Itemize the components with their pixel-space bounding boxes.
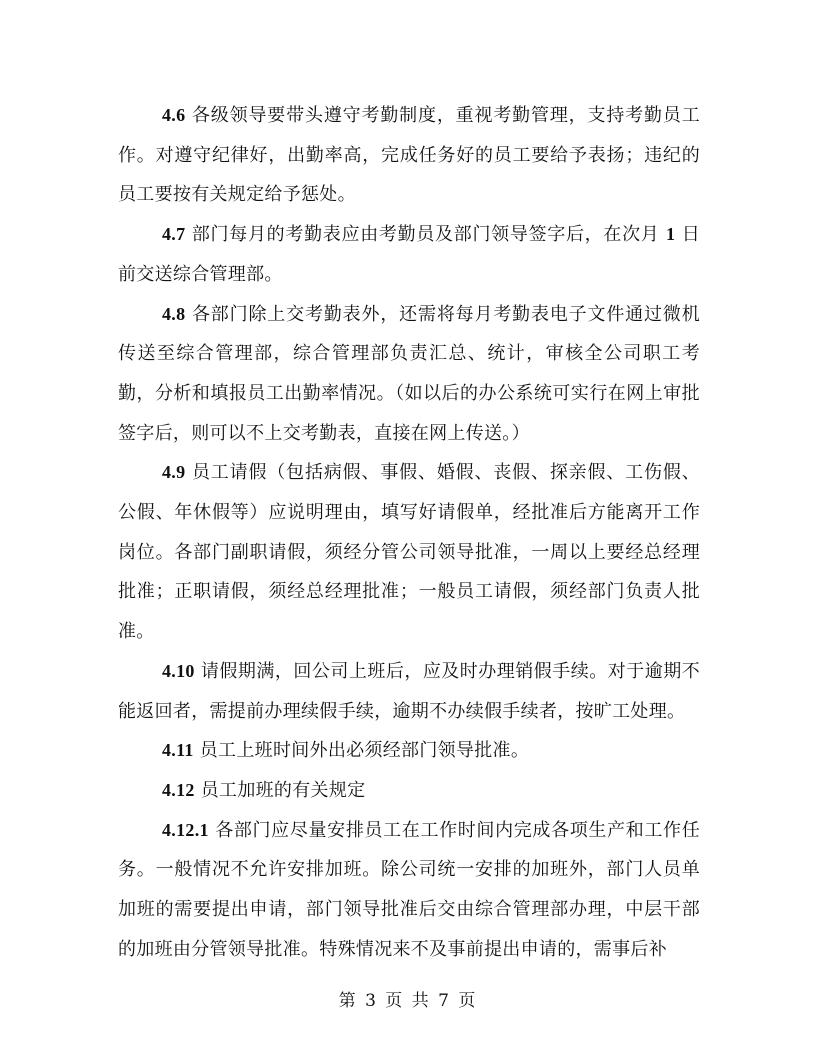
clause-text: 各部门除上交考勤表外，还需将每月考勤表电子文件通过微机传送至综合管理部，综合管理部负责汇总、统计，审核全公司职工考勤，分析和填报员工出勤率情况。（如以后的办公系统可实行在网上审批签字后，则可以不上交考勤表，直接在网上传送。） <box>118 303 700 444</box>
clause-number: 4.9 <box>162 462 186 483</box>
paragraph-4-8 <box>118 295 700 454</box>
clause-text: 员工上班时间外出必须经部门领导批准。 <box>193 740 530 762</box>
clause-text: 员工请假（包括病假、事假、婚假、丧假、探亲假、工伤假、公假、年休假等）应说明理由，填写好请假单，经批准后方能离开工作岗位。各部门副职请假，须经分管公司领导批准，一周以上要经总经理批准；正职请假，须经总经理批准；一般员工请假，须经部门负责人批准。 <box>118 462 700 643</box>
page-footer: 第 3 页 共 7 页 <box>338 991 478 1011</box>
paragraph-4-11 <box>118 731 700 771</box>
clause-text: 各级领导要带头遵守考勤制度，重视考勤管理，支持考勤员工作。对遵守纪律好，出勤率高，完成任务好的员工要给予表扬；违纪的员工要按有关规定给予惩处。 <box>118 105 700 206</box>
paragraph-4-6 <box>118 96 700 215</box>
paragraph-4-10 <box>118 652 700 731</box>
clause-text: 各部门应尽量安排员工在工作时间内完成各项生产和工作任务。一般情况不允许安排加班。除公司统一安排的加班外，部门人员单加班的需要提出申请，部门领导批准后交由综合管理部办理，中层干部的加班由分管领导批准。特殊情况来不及事前提出申请的，需事后补 <box>118 819 700 960</box>
clause-number: 4.8 <box>162 303 186 324</box>
clause-number: 4.12.1 <box>162 819 209 840</box>
clause-number: 4.7 <box>162 224 186 245</box>
clause-text: 部门每月的考勤表应由考勤员及部门领导签字后，在次月 <box>185 224 666 246</box>
paragraph-4-12 <box>118 771 700 811</box>
paragraph-4-12-1 <box>118 811 700 970</box>
clause-text: 员工加班的有关规定 <box>194 779 366 801</box>
paragraph-4-7 <box>118 215 700 294</box>
clause-number: 4.10 <box>162 660 195 681</box>
clause-number: 4.11 <box>162 740 194 761</box>
document-body <box>118 96 700 969</box>
paragraph-4-9 <box>118 453 700 652</box>
clause-text: 请假期满，回公司上班后，应及时办理销假手续。对于逾期不能返回者，需提前办理续假手续，逾期不办续假手续者，按旷工处理。 <box>118 660 700 722</box>
day-number: 1 <box>665 224 676 245</box>
clause-number: 4.12 <box>162 779 195 800</box>
clause-text-continued: 日前交送综合管理部。 <box>118 224 700 285</box>
clause-number: 4.6 <box>162 105 186 125</box>
